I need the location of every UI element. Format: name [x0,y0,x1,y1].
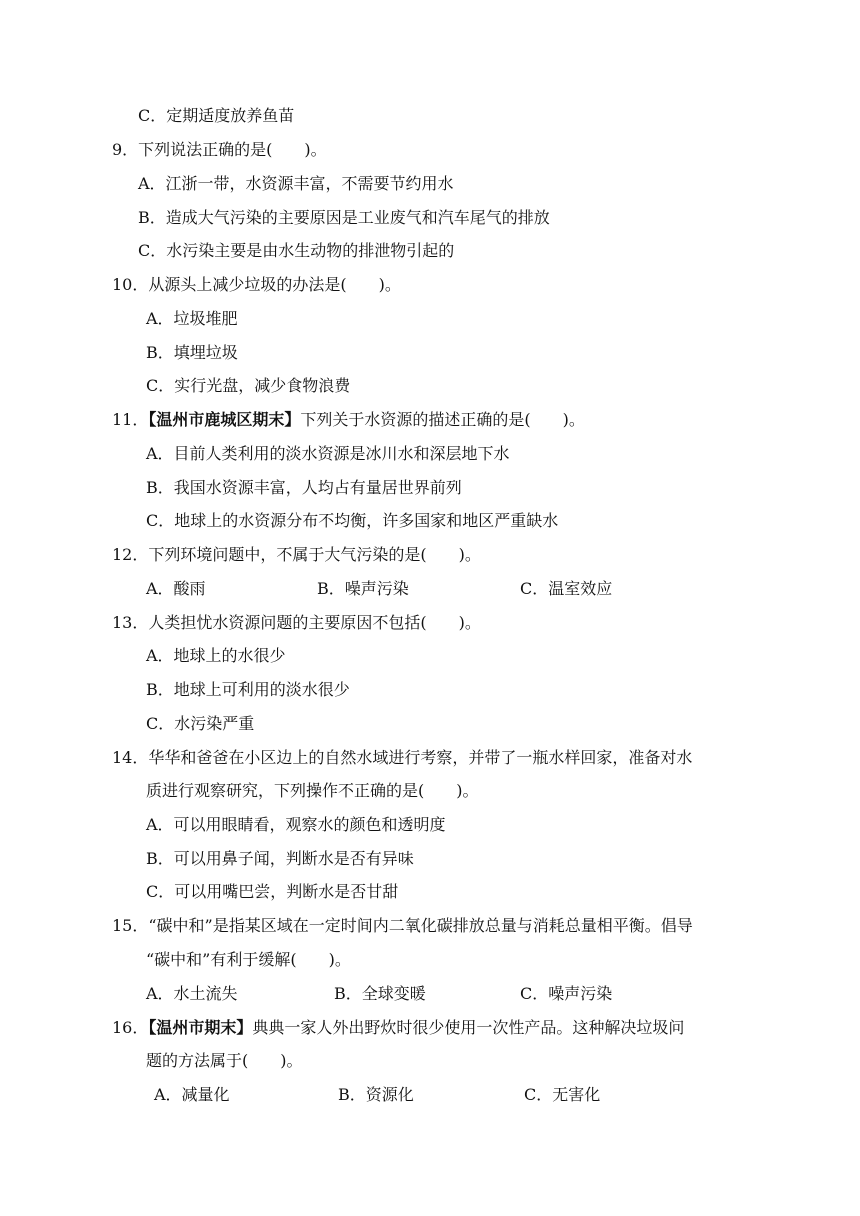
q14-option-a: A．可以用眼睛看，观察水的颜色和透明度 [146,815,446,834]
q9-stem: 9．下列说法正确的是( )。 [112,140,327,159]
q14-stem-line1: 14．华华和爸爸在小区边上的自然水域进行考察，并带了一瓶水样回家，准备对水 [112,748,693,767]
q15-stem-line2: “碳中和”有利于缓解( )。 [146,950,351,969]
q15-option-b: B．全球变暖 [334,984,426,1003]
q10-option-b: B．填埋垃圾 [146,343,238,362]
q8-option-c: C．定期适度放养鱼苗 [138,106,295,125]
q14-option-b: B．可以用鼻子闻，判断水是否有异味 [146,849,414,868]
q16-option-a: A．减量化 [154,1085,230,1104]
q13-option-a: A．地球上的水很少 [146,646,286,665]
q15-options-row [0,984,860,1004]
q11-source-tag: 【温州市鹿城区期末】 [148,410,301,429]
q11-option-b: B．我国水资源丰富，人均占有量居世界前列 [146,478,462,497]
q16-stem: 典典一家人外出野炊时很少使用一次性产品。这种解决垃圾问 [252,1018,685,1037]
q16-stem-line2: 题的方法属于( )。 [146,1051,303,1070]
q10-option-c: C．实行光盘，减少食物浪费 [146,376,351,395]
q15-stem-line1: 15．“碳中和”是指某区域在一定时间内二氧化碳排放总量与消耗总量相平衡。倡导 [112,916,693,935]
q10-stem: 10．从源头上减少垃圾的办法是( )。 [112,275,401,294]
q13-stem: 13．人类担忧水资源问题的主要原因不包括( )。 [112,613,481,632]
q14-stem-line2: 质进行观察研究，下列操作不正确的是( )。 [146,781,479,800]
q12-stem: 12．下列环境问题中，不属于大气污染的是( )。 [112,545,481,564]
q16-number: 16． [112,1018,149,1037]
q16-option-c: C．无害化 [524,1085,601,1104]
q9-option-b: B．造成大气污染的主要原因是工业废气和汽车尾气的排放 [138,208,550,227]
q11-option-a: A．目前人类利用的淡水资源是冰川水和深层地下水 [146,444,510,463]
q16-stem-line1 [112,1018,684,1038]
q11-option-c: C．地球上的水资源分布不均衡，许多国家和地区严重缺水 [146,511,559,530]
q16-options-row [0,1085,860,1105]
q9-option-c: C．水污染主要是由水生动物的排泄物引起的 [138,241,455,260]
q14-option-c: C．可以用嘴巴尝，判断水是否甘甜 [146,882,399,901]
q16-source-tag: 【温州市期末】 [148,1018,253,1037]
q11-stem-line [112,410,585,430]
q13-option-c: C．水污染严重 [146,714,255,733]
q10-option-a: A．垃圾堆肥 [146,309,238,328]
q15-option-c: C．噪声污染 [520,984,613,1003]
q11-number: 11． [112,410,149,429]
q12-options-row [0,579,860,599]
q16-option-b: B．资源化 [338,1085,414,1104]
q11-stem: 下列关于水资源的描述正确的是( )。 [300,410,585,429]
q12-option-c: C．温室效应 [520,579,613,598]
q12-option-b: B．噪声污染 [317,579,409,598]
q12-option-a: A．酸雨 [146,579,206,598]
q13-option-b: B．地球上可利用的淡水很少 [146,680,350,699]
q9-option-a: A．江浙一带，水资源丰富，不需要节约用水 [138,174,454,193]
q15-option-a: A．水土流失 [146,984,238,1003]
